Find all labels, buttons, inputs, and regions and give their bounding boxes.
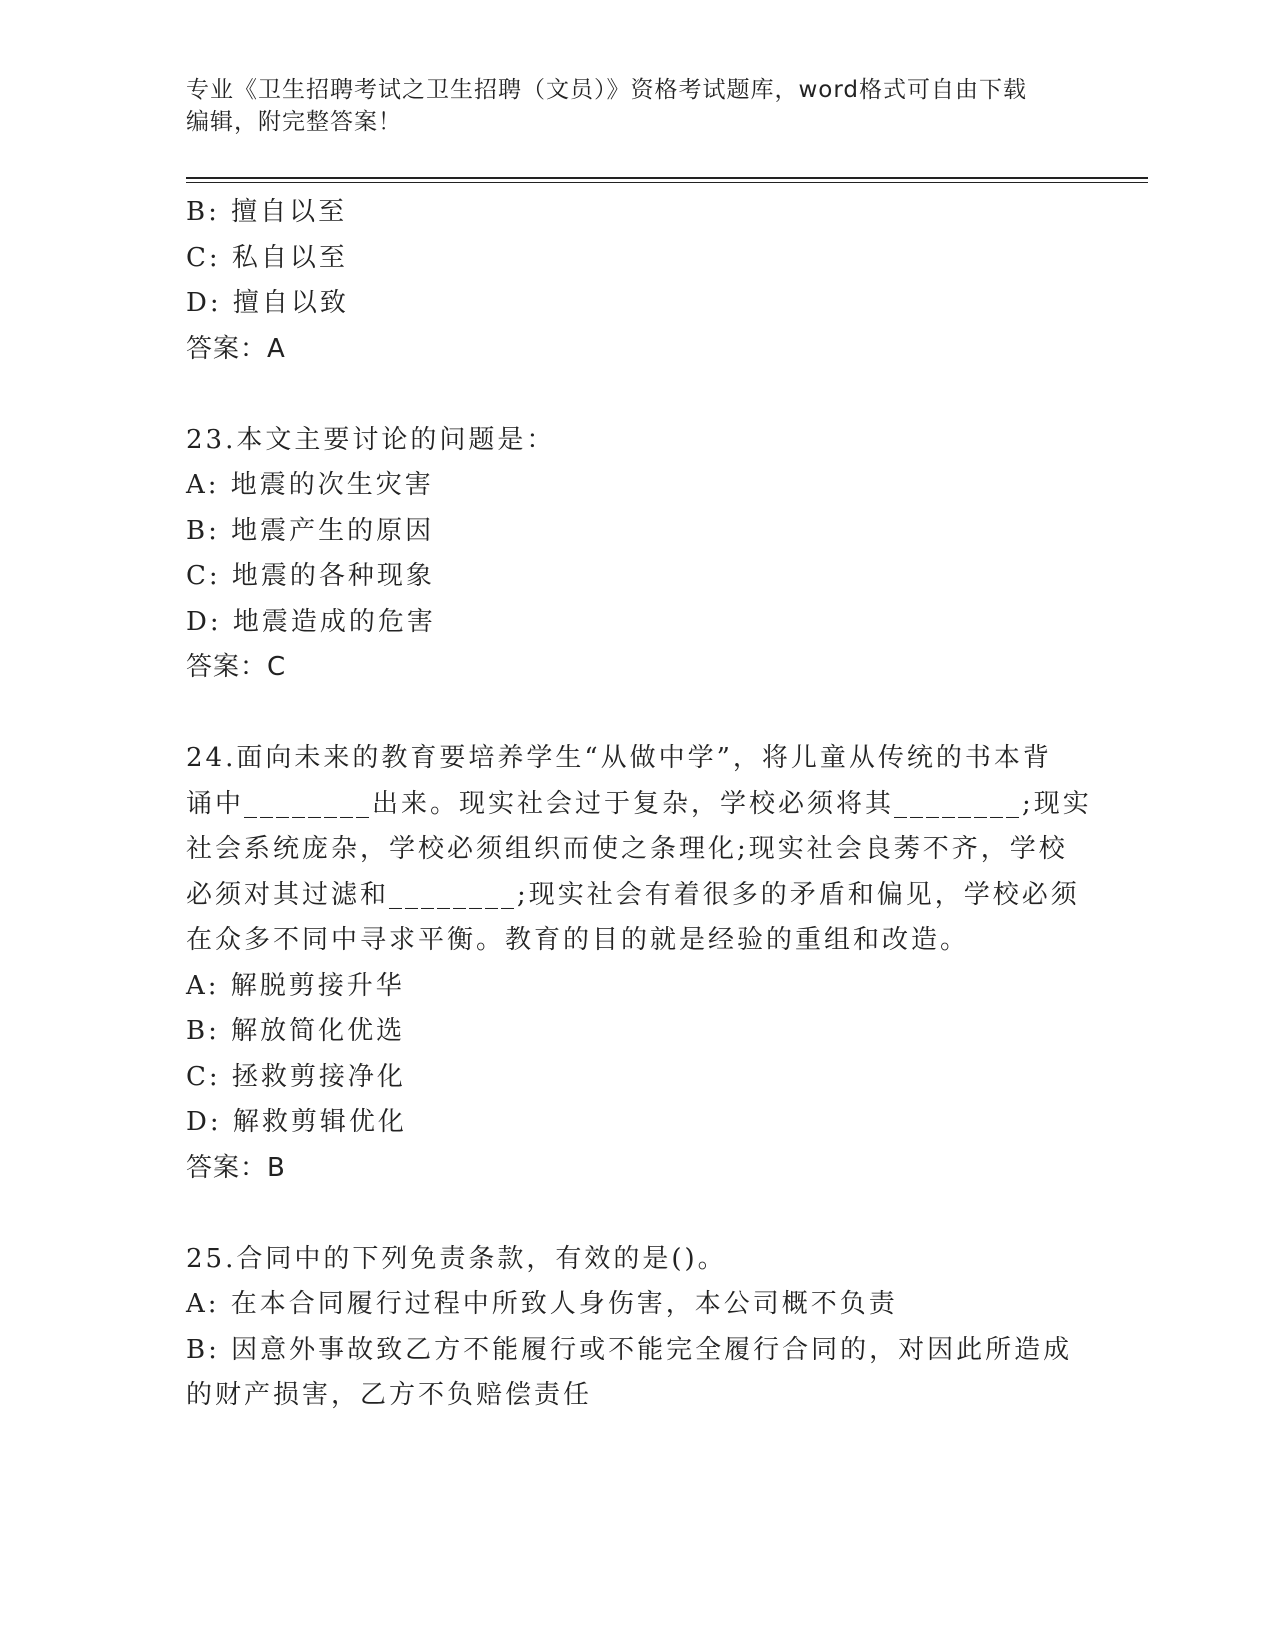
question-24-text	[186, 736, 1092, 964]
option-a: A: 地震的次生灾害	[186, 470, 434, 500]
option-b: B: 地震产生的原因	[186, 515, 435, 546]
header-line-1: 专业《卫生招聘考试之卫生招聘（文员）》资格考试题库，word格式可自由下载	[186, 77, 1028, 103]
question-23-text: 23.本文主要讨论的问题是：	[186, 424, 556, 455]
option-b-line: B: 因意外事故致乙方不能履行或不能完全履行合同的，对因此所造成	[186, 1334, 1073, 1365]
question-25-options	[186, 1282, 1073, 1419]
option-a: A: 在本合同履行过程中所致人身伤害，本公司概不负责	[186, 1289, 898, 1319]
option-c: C: 私自以至	[186, 242, 348, 273]
option-d: D: 地震造成的危害	[186, 606, 436, 637]
question-24-line: 必须对其过滤和________;现实社会有着很多的矛盾和偏见，学校必须	[186, 879, 1080, 910]
option-a: A: 解脱剪接升华	[186, 970, 405, 1001]
spacer	[186, 691, 1066, 737]
question-23-options	[186, 463, 1066, 645]
option-d: D: 解救剪辑优化	[186, 1107, 407, 1137]
option-c: C: 拯救剪接净化	[186, 1061, 406, 1092]
spacer	[186, 372, 1066, 418]
question-24-line: 在众多不同中寻求平衡。教育的目的就是经验的重组和改造。	[186, 925, 970, 955]
question-24-line: 社会系统庞杂，学校必须组织而使之条理化;现实社会良莠不齐，学校	[186, 834, 1068, 864]
spacer	[186, 1191, 1066, 1237]
option-b: B: 擅自以至	[186, 197, 348, 227]
answer-22: 答案：A	[186, 333, 286, 364]
option-b-line: 的财产损害，乙方不负赔偿责任	[186, 1380, 593, 1410]
header-line-2: 编辑，附完整答案！	[186, 109, 402, 135]
option-d: D: 擅自以致	[186, 288, 349, 318]
question-22-options	[186, 190, 1066, 327]
option-c: C: 地震的各种现象	[186, 561, 435, 591]
answer-24: 答案：B	[186, 1152, 286, 1183]
answer-23: 答案：C	[186, 652, 287, 682]
header-rule-thick	[186, 177, 1148, 179]
question-content	[186, 190, 1092, 1419]
question-24-line: 24.面向未来的教育要培养学生“从做中学”，将儿童从传统的书本背	[186, 743, 1052, 773]
document-header	[186, 74, 1086, 138]
option-b: B: 解放简化优选	[186, 1016, 406, 1046]
question-25-text: 25.合同中的下列免责条款，有效的是()。	[186, 1243, 727, 1274]
question-24-line: 诵中________出来。现实社会过于复杂，学校必须将其________;现实	[186, 788, 1092, 819]
header-rule-thin	[186, 182, 1148, 183]
question-24-options	[186, 964, 1066, 1146]
